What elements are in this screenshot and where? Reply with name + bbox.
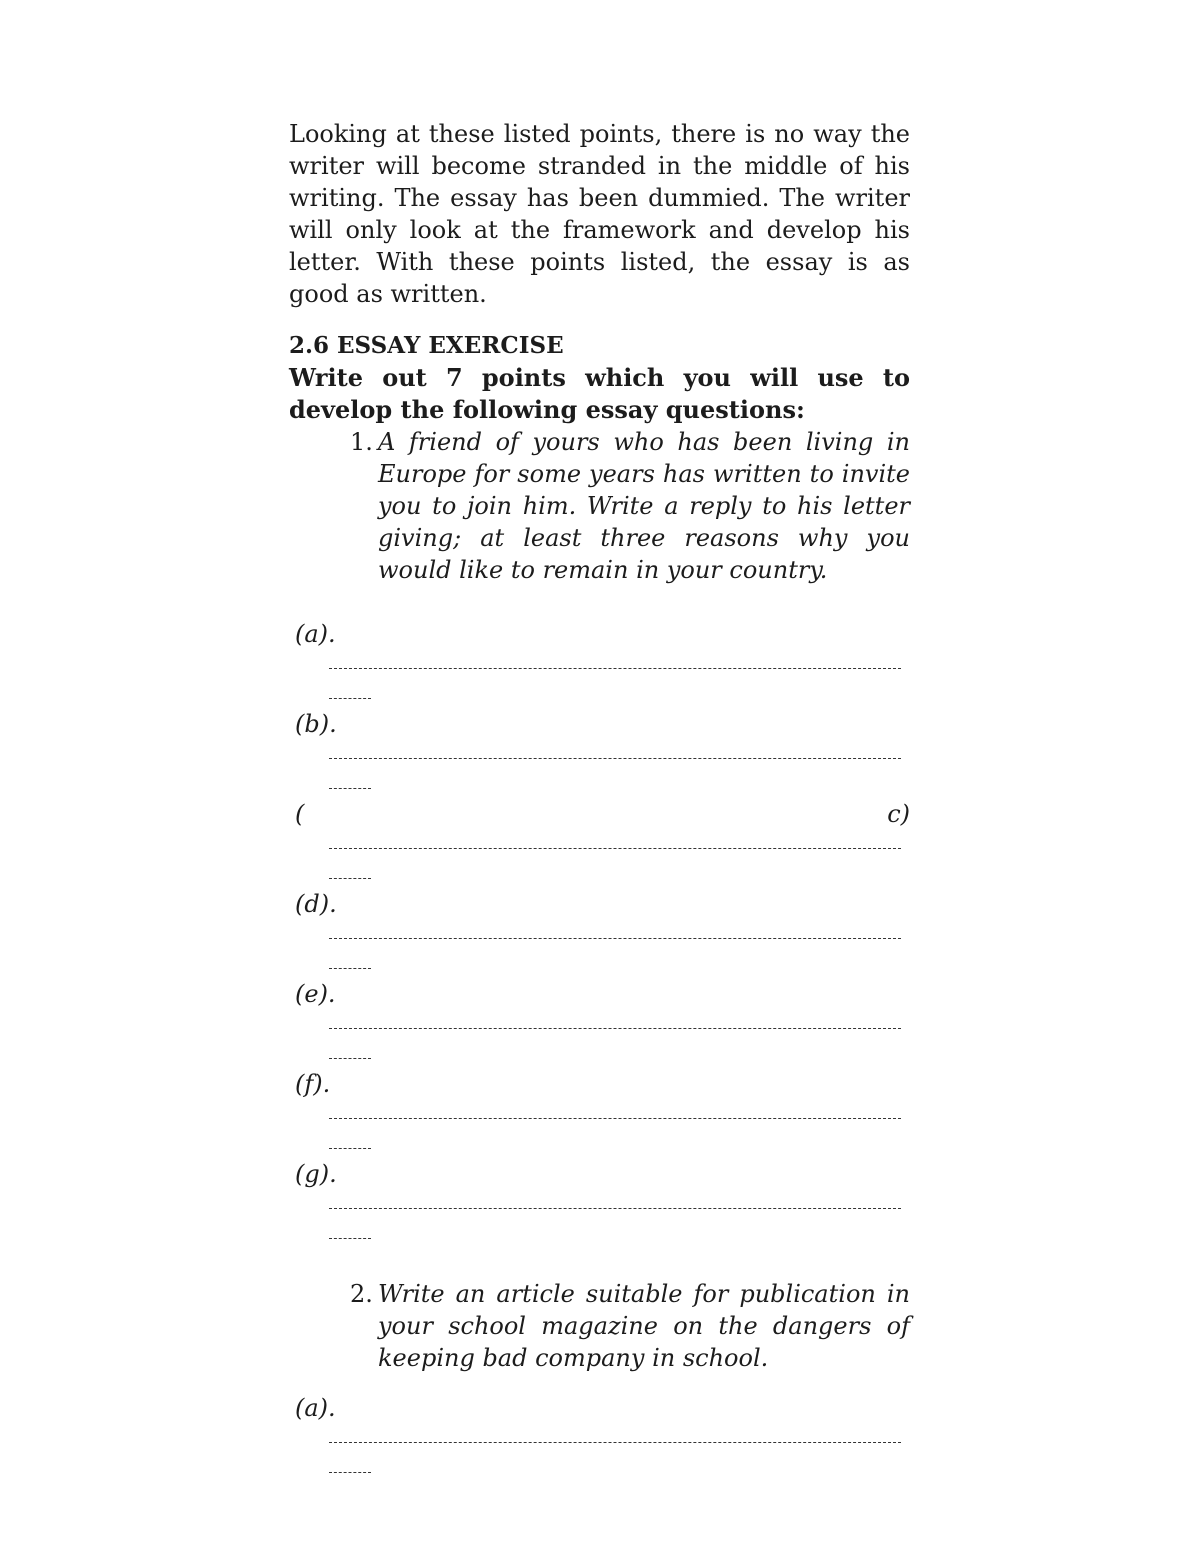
- answer-line-continuation[interactable]: [329, 1472, 371, 1473]
- answer-line-continuation[interactable]: [329, 1238, 371, 1239]
- answer-list-2: [289, 1392, 910, 1482]
- answer-label-right: c): [887, 800, 910, 828]
- answer-line-continuation[interactable]: [329, 968, 371, 969]
- answer-line-continuation[interactable]: [329, 878, 371, 879]
- question-1: [289, 426, 910, 586]
- answer-line[interactable]: [329, 1442, 901, 1443]
- answer-line[interactable]: [329, 1208, 901, 1209]
- answer-label: (a).: [295, 1394, 336, 1422]
- question-number: 1.: [350, 428, 373, 456]
- answer-line-continuation[interactable]: [329, 698, 371, 699]
- answer-item: [289, 1158, 910, 1248]
- answer-item: [289, 618, 910, 708]
- question-text: A friend of yours who has been living in Europe for some years has written to invite you to join him. Write a reply to his letter giving; at least three reasons why you would like to remain in your country.: [378, 428, 910, 584]
- answer-line[interactable]: [329, 1118, 901, 1119]
- question-2: [289, 1278, 910, 1374]
- answer-item: [289, 798, 910, 888]
- answer-line[interactable]: [329, 758, 901, 759]
- question-number: 2.: [350, 1280, 373, 1308]
- answer-line[interactable]: [329, 848, 901, 849]
- answer-item: [289, 1392, 910, 1482]
- answer-item: [289, 978, 910, 1068]
- question-text: Write an article suitable for publication in your school magazine on the dangers of keeping bad company in school.: [378, 1280, 910, 1372]
- answer-label: (: [295, 800, 305, 828]
- answer-label: (f).: [295, 1070, 331, 1098]
- exercise-instruction: Write out 7 points which you will use to develop the following essay questions:: [289, 363, 910, 424]
- answer-line-continuation[interactable]: [329, 788, 371, 789]
- answer-line-continuation[interactable]: [329, 1058, 371, 1059]
- answer-item: [289, 708, 910, 798]
- answer-line-continuation[interactable]: [329, 1148, 371, 1149]
- answer-line[interactable]: [329, 668, 901, 669]
- answer-label: (b).: [295, 710, 337, 738]
- answer-label: (e).: [295, 980, 336, 1008]
- answer-label: (g).: [295, 1160, 337, 1188]
- section-heading: 2.6 ESSAY EXERCISE: [289, 332, 564, 359]
- answer-label: (d).: [295, 890, 337, 918]
- document-page: [289, 118, 910, 1482]
- answer-line[interactable]: [329, 938, 901, 939]
- answer-item: [289, 1068, 910, 1158]
- answer-item: [289, 888, 910, 978]
- answer-label: (a).: [295, 620, 336, 648]
- intro-paragraph: Looking at these listed points, there is no way the writer will become stranded in the middle of his writing. The essay has been dummied. The writer will only look at the framework and develop his letter. With these points listed, the essay is as good as written.: [289, 120, 910, 308]
- answer-line[interactable]: [329, 1028, 901, 1029]
- answer-list-1: [289, 618, 910, 1248]
